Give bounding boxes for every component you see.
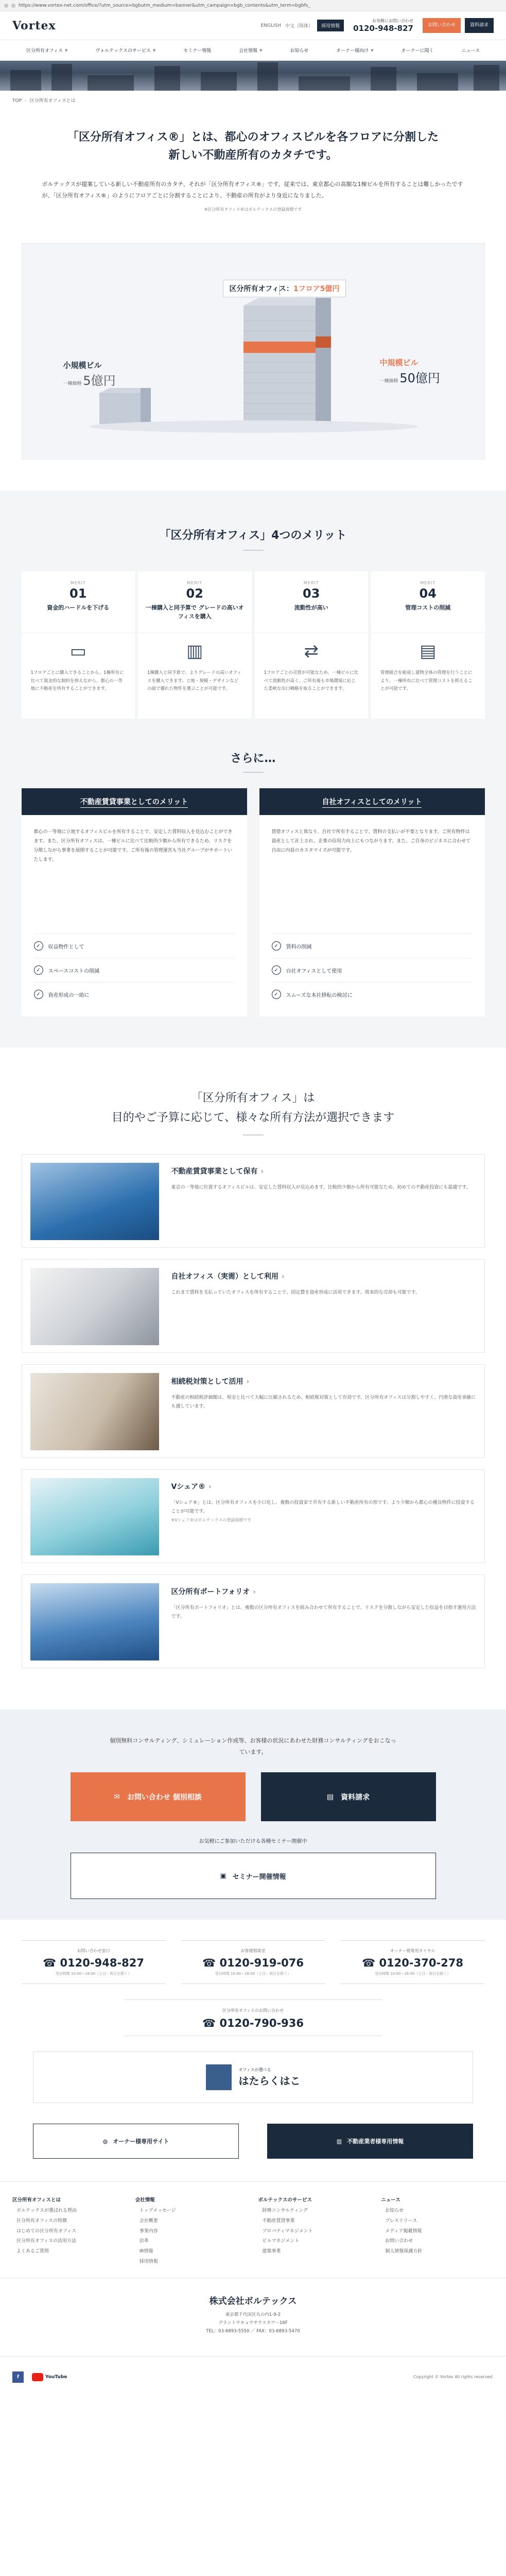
footer-link[interactable]: 建築事業 xyxy=(262,2249,281,2255)
youtube-link[interactable] xyxy=(32,2373,67,2381)
chevron-down-icon: ▼ xyxy=(152,48,156,53)
browser-dot-icon xyxy=(4,4,8,8)
footer-link[interactable]: 採用情報 xyxy=(139,2259,158,2265)
check-icon: ✓ xyxy=(34,965,43,975)
phone-number-text: 0120-919-076 xyxy=(219,1957,304,1970)
method-photo-cityscape xyxy=(30,1163,159,1240)
merits-grid xyxy=(22,571,485,719)
check-icon: ✓ xyxy=(34,990,43,999)
nav-item-label: お知らせ xyxy=(290,48,309,54)
intro-note: ※区分所有オフィス®はボルテックスの登録商標です xyxy=(204,207,302,212)
nav-item-label: 区分所有オフィス xyxy=(26,48,63,54)
company-address-1: 東京都千代田区丸の内1-9-2 xyxy=(225,2312,281,2317)
callout-text: 区分所有オフィス： xyxy=(229,285,293,294)
footer-link[interactable]: よくあるご質問 xyxy=(16,2249,49,2255)
merit-number: 01 xyxy=(69,586,87,601)
recruit-button[interactable]: 採用情報 xyxy=(317,20,344,31)
method-photo-document xyxy=(30,1373,159,1450)
ownership-methods-section xyxy=(0,1047,506,1684)
chevron-down-icon: ▼ xyxy=(371,48,374,53)
cta-lead: 個別無料コンサルティング、シミュレーション作成等、お客様の状況にあわせた財務コンサルティングをおこなっています。 xyxy=(110,1737,396,1756)
realestate-agent-button[interactable] xyxy=(267,2124,473,2159)
rental-benefits-body: 都心の一等地に立地するオフィスビルを所有することで、安定した賃料収入を見込むことができます。また、区分所有オフィスは、一棟ビルに比べて比較的少額から所有できるため、リスクを分散しながら事業を展開することが可能です。ご所有後の管理運営も当社グループがサポートいたします。 xyxy=(33,829,233,863)
footer-column xyxy=(12,2195,125,2267)
consultation-button-label: お問い合わせ 個別相談 xyxy=(127,1793,202,1802)
footer-link[interactable]: 区分所有オフィスの活用方法 xyxy=(16,2239,77,2244)
exchange-arrows-icon: ⇄ xyxy=(304,641,319,662)
chevron-down-icon: ▼ xyxy=(64,48,68,53)
method-photo-growth xyxy=(30,1478,159,1555)
seminar-button-label: セミナー開催情報 xyxy=(232,1873,286,1881)
footer-link[interactable]: 事業内容 xyxy=(139,2228,158,2234)
own-office-benefits-card xyxy=(259,788,485,1016)
seminar-lead: お気軽にご参加いただける各種セミナー開催中 xyxy=(199,1839,307,1845)
check-label: 自社オフィスとして使用 xyxy=(286,968,342,974)
vortex-logo[interactable] xyxy=(12,19,56,32)
footer-column-head[interactable]: ニュース xyxy=(381,2197,400,2204)
method-title: Vシェア® xyxy=(171,1483,206,1492)
intro-body: ボルテックスが提案している新しい不動産所有のカタチ、それが「区分所有オフィス®」です。従来では、東京都心の高額な1棟ビルを所有することは難しかったですが、「区分所有オフィス®」のようにフロアごとに分割することにより、不動産の所有がより身近になりました。 xyxy=(42,181,463,199)
consultation-button[interactable] xyxy=(71,1772,246,1821)
furthermore-title: さらに… xyxy=(0,750,506,773)
footer-link[interactable]: トップメッセージ xyxy=(139,2208,176,2214)
small-building-title: 小規模ビル xyxy=(63,361,102,370)
nav-item-label: ヴォルテックスのサービス xyxy=(95,48,151,54)
banner-name: はたらくはこ xyxy=(238,2075,301,2088)
callout-highlight: 1フロア5億円 xyxy=(293,285,340,294)
company-info xyxy=(0,2278,506,2356)
hatarakuhako-logo-icon xyxy=(206,2064,232,2090)
methods-title-line2: 目的やご予算に応じて、様々な所有方法が選択できます xyxy=(111,1111,395,1124)
footer-link[interactable]: 個人情報保護方針 xyxy=(385,2249,423,2255)
owner-links xyxy=(33,2124,473,2159)
footer-link[interactable]: 沿革 xyxy=(139,2239,149,2244)
method-body: 東京の一等地に位置するオフィスビルは、安定した賃料収入が見込めます。比較的少額から所有可能なため、初めての不動産投資にも最適です。 xyxy=(171,1185,471,1191)
intro-section xyxy=(0,110,506,228)
nav-item[interactable] xyxy=(402,47,434,54)
merit-tag: MERIT xyxy=(420,581,436,586)
footer-link[interactable]: はじめての区分所有オフィス xyxy=(16,2228,77,2234)
footer-link[interactable]: 会社概要 xyxy=(139,2218,158,2224)
footer-column-head[interactable]: 会社情報 xyxy=(135,2197,155,2204)
buildings-graphic xyxy=(22,244,485,460)
user-icon: ◍ xyxy=(102,2138,108,2145)
phone-number[interactable] xyxy=(125,2017,382,2029)
method-note: ※Vシェア®はボルテックスの登録商標です xyxy=(171,1518,252,1523)
nav-item[interactable] xyxy=(95,47,155,54)
footer-nav xyxy=(0,2181,506,2278)
phone-contacts xyxy=(22,1940,485,1984)
check-item xyxy=(272,982,473,1006)
phone-number-text: 0120-790-936 xyxy=(219,2017,304,2030)
breadcrumb xyxy=(0,91,506,110)
check-label: スペースコストの削減 xyxy=(48,968,99,974)
phone-number[interactable] xyxy=(22,1957,166,1969)
footer-link[interactable]: お問い合わせ xyxy=(385,2239,413,2244)
phone-icon: ☎ xyxy=(202,1957,216,1970)
method-body: 「区分所有ポートフォリオ」とは、複数の区分所有オフィスを組み合わせて所有することで、リスクを分散しながら安定した収益を目指す運用方法です。 xyxy=(171,1605,476,1620)
realestate-agent-label: 不動産業者様専用情報 xyxy=(347,2138,404,2145)
youtube-icon xyxy=(32,2373,43,2381)
check-icon: ✓ xyxy=(272,990,281,999)
footer-link[interactable]: メディア掲載情報 xyxy=(385,2228,422,2234)
small-building-price: 5億円 xyxy=(83,374,116,388)
phone-icon: ☎ xyxy=(202,2017,216,2030)
nav-item-label: セミナー情報 xyxy=(183,48,212,54)
method-title: 相続税対策として活用 xyxy=(171,1378,243,1386)
phone-label: お客様相談室 xyxy=(240,1948,266,1954)
header-docs-button[interactable]: 資料請求 xyxy=(465,18,494,33)
footer-column-head[interactable]: ボルテックスのサービス xyxy=(258,2197,312,2204)
footer-column xyxy=(135,2195,248,2267)
merit-desc: 1棟購入と同予算で、よりグレードの高いオフィスを購入できます。立地・規模・デザインなどの面で優れた物件を選ぶことが可能です。 xyxy=(147,670,241,691)
phone-label: お問い合わせ窓口 xyxy=(77,1948,110,1954)
merit-card xyxy=(371,571,485,719)
footer-link[interactable]: 区分所有オフィスの特徴 xyxy=(16,2218,67,2224)
chevron-down-icon: ▼ xyxy=(259,48,263,53)
seminar-button[interactable] xyxy=(71,1853,436,1899)
browser-url-bar[interactable] xyxy=(0,0,506,11)
site-header xyxy=(0,11,506,40)
small-building-sub: 一棟価格 xyxy=(63,381,82,387)
check-item xyxy=(272,934,473,958)
merit-title: 一棟購入と同予算で グレードの高いオフィスを購入 xyxy=(145,604,244,620)
mid-building-sub: 一棟価格 xyxy=(379,379,398,384)
owner-site-label: オーナー様専用サイト xyxy=(113,2138,169,2145)
footer-column xyxy=(258,2195,371,2267)
banner-sub: オフィスが選べる xyxy=(238,2067,271,2073)
building-icon: ▥ xyxy=(336,2138,342,2145)
global-nav xyxy=(0,40,506,61)
phone-icon: ☎ xyxy=(42,1957,57,1970)
check-icon: ✓ xyxy=(34,941,43,951)
phone-contact[interactable] xyxy=(22,1940,166,1984)
method-title: 不動産賃貸事業として保有 xyxy=(171,1167,258,1176)
method-card[interactable] xyxy=(22,1574,485,1668)
merits-title: 「区分所有オフィス」4つのメリット xyxy=(0,527,506,551)
nav-item-label: オーナーに聞く xyxy=(401,48,434,54)
small-building-label xyxy=(63,360,116,388)
method-photo-towers xyxy=(30,1583,159,1660)
lang-english-link[interactable]: ENGLISH xyxy=(260,23,282,28)
cta-section xyxy=(0,1709,506,1920)
nav-item[interactable] xyxy=(336,47,373,54)
page-title xyxy=(0,128,506,164)
phone-number[interactable] xyxy=(341,1957,485,1969)
office-building-icon: ▥ xyxy=(186,641,203,662)
chevron-right-icon: › xyxy=(208,1483,212,1492)
phone-label: 区分所有オフィスのお問い合わせ xyxy=(222,2008,284,2013)
nav-item[interactable] xyxy=(183,47,211,54)
merit-card xyxy=(138,571,252,719)
nav-item[interactable] xyxy=(461,47,480,54)
merit-number: 03 xyxy=(303,586,320,601)
facebook-icon[interactable]: f xyxy=(12,2371,24,2383)
check-item xyxy=(34,982,235,1006)
piggy-bank-icon: ▭ xyxy=(69,641,86,662)
phone-contact[interactable] xyxy=(341,1940,485,1984)
footer-link[interactable]: お知らせ xyxy=(385,2208,404,2214)
own-office-benefits-head xyxy=(259,788,485,815)
merit-desc: 1フロアごとの売買が可能なため、一棟ビルに比べて流動性が高く、ご所有後も市場環境に応じた柔軟な出口戦略を取ることができます。 xyxy=(264,670,359,691)
page-title-line1: 「区分所有オフィス®」とは、都心のオフィスビルを各フロアに分割した xyxy=(67,131,439,144)
own-office-benefits-title: 自社オフィスとしてのメリット xyxy=(322,798,422,808)
footer-column xyxy=(381,2195,494,2267)
footer-link[interactable]: ビルマネジメント xyxy=(262,2239,300,2244)
nav-item-label: ニュース xyxy=(461,48,480,54)
merit-card xyxy=(22,571,135,719)
breadcrumb-separator-icon: › xyxy=(25,98,27,104)
building-comparison-illustration xyxy=(22,243,485,460)
logo-text: Vortex xyxy=(12,19,56,32)
nav-item-label: 会社情報 xyxy=(239,48,258,54)
mid-building-price: 50億円 xyxy=(399,371,440,386)
cost-down-icon: ▤ xyxy=(420,641,437,662)
lang-chinese-link[interactable]: 中文（简体） xyxy=(285,24,313,29)
merit-desc: 1フロアごとに購入できることから、1棟所有に比べて資金的な制約を抑えながら、都心の一等地に不動産を所有することができます。 xyxy=(30,670,124,691)
merit-card xyxy=(255,571,369,719)
phone-number[interactable] xyxy=(181,1957,325,1969)
phone-number-text: 0120-948-827 xyxy=(60,1957,145,1970)
breadcrumb-current: 区分所有オフィスとは xyxy=(29,98,76,104)
check-item xyxy=(272,958,473,982)
method-card[interactable] xyxy=(22,1469,485,1563)
header-tel[interactable] xyxy=(353,18,413,33)
rental-benefits-head xyxy=(22,788,247,815)
mid-building-title: 中規模ビル xyxy=(379,358,418,368)
request-docs-button[interactable] xyxy=(261,1772,436,1821)
footer-link[interactable]: プロパティマネジメント xyxy=(262,2228,313,2234)
merit-title: 資金的ハードルを下げる xyxy=(47,604,110,612)
check-label: スムーズな本社移転の検討に xyxy=(286,992,353,998)
header-tel-number[interactable]: 0120-948-827 xyxy=(353,24,413,33)
header-contact-button[interactable]: お問い合わせ xyxy=(423,18,461,33)
merit-title: 流動性が高い xyxy=(294,604,328,612)
merit-number: 02 xyxy=(186,586,203,601)
method-card[interactable] xyxy=(22,1364,485,1458)
rental-benefits-card xyxy=(22,788,247,1016)
company-phone-fax: TEL：03-6893-5550 ／ FAX：03-6893-5470 xyxy=(206,2329,300,2334)
breadcrumb-home-link[interactable]: TOP xyxy=(12,98,22,104)
merits-section xyxy=(0,490,506,1047)
check-item xyxy=(34,934,235,958)
footer-bottom xyxy=(0,2356,506,2397)
merit-tag: MERIT xyxy=(187,581,203,586)
footer-link[interactable]: ボルテックスが選ばれる理由 xyxy=(16,2208,77,2214)
nav-item[interactable] xyxy=(26,47,67,54)
youtube-label: YouTube xyxy=(45,2374,67,2380)
phone-contact[interactable] xyxy=(181,1940,325,1984)
method-body: 「Vシェア®」とは、区分所有オフィスを小口化し、複数の投資家で共有する新しい不動産所有の形です。より少額から都心の優良物件に投資することが可能です。 xyxy=(171,1500,475,1515)
method-title: 区分所有ポートフォリオ xyxy=(171,1588,250,1597)
merit-title: 管理コストの削減 xyxy=(405,604,451,612)
merit-tag: MERIT xyxy=(70,581,86,586)
presentation-icon: ▣ xyxy=(220,1872,226,1880)
phone-number-text: 0120-370-278 xyxy=(379,1957,464,1970)
method-card[interactable] xyxy=(22,1154,485,1248)
merit-number: 04 xyxy=(419,586,437,601)
method-card[interactable] xyxy=(22,1259,485,1353)
check-icon: ✓ xyxy=(272,965,281,975)
page-title-line2: 新しい不動産所有のカタチです。 xyxy=(168,149,338,162)
footer-column-head[interactable]: 区分所有オフィスとは xyxy=(12,2197,61,2204)
footer-link[interactable]: IR情報 xyxy=(139,2249,153,2255)
browser-dot-icon xyxy=(11,4,15,8)
phone-hours: 受付時間 10:00～18:00（土日・祝日を除く） xyxy=(374,1972,451,1976)
phone-icon: ☎ xyxy=(361,1957,376,1970)
company-name: 株式会社ボルテックス xyxy=(209,2296,297,2307)
check-label: 賃料の削減 xyxy=(286,944,312,950)
method-body: 不動産の相続税評価額は、現金と比べて大幅に圧縮されるため、相続税対策として有効です。区分所有オフィスは分割しやすく、円滑な資産承継にも適しています。 xyxy=(171,1395,476,1410)
owner-site-button[interactable] xyxy=(33,2124,239,2159)
nav-item[interactable] xyxy=(290,47,309,54)
phone-label: オーナー様専用ダイヤル xyxy=(390,1948,435,1954)
url-text[interactable]: https://www.vortex-net.com/office/?utm_source=bgbutm_medium=banner&utm_campaign=bgb_contents&utm_term=bgbfs_ xyxy=(19,3,310,8)
copyright: Copyright © Vortex All rights reserved. xyxy=(413,2375,494,2380)
header-tel-label: お気軽にお問い合わせ xyxy=(372,19,413,23)
check-item xyxy=(34,958,235,982)
method-photo-office xyxy=(30,1268,159,1345)
merit-tag: MERIT xyxy=(303,581,319,586)
chevron-right-icon: › xyxy=(281,1273,285,1281)
benefits-two-columns xyxy=(22,788,485,1016)
company-address-2: グラントウキョウサウスタワー16F xyxy=(218,2320,288,2326)
chevron-right-icon: › xyxy=(246,1378,250,1386)
chevron-right-icon: › xyxy=(260,1167,264,1176)
nav-item[interactable] xyxy=(239,47,262,54)
check-label: 資産形成の一助に xyxy=(48,992,90,998)
hatarakuhako-banner[interactable] xyxy=(33,2052,473,2103)
own-office-benefits-body: 賃借オフィスと異なり、自社で所有することで、賃料の支払いが不要となります。ご所有物件は資産として計上され、企業の信用力向上にもつながります。また、ご自身のビジネスに合わせて自由に内装のカスタマイズが可能です。 xyxy=(271,829,471,854)
office-phone-contact[interactable] xyxy=(125,1999,382,2036)
phone-hours: 受付時間 10:00～18:00（土日・祝日を除く） xyxy=(215,1972,291,1976)
check-label: 収益物件として xyxy=(48,944,84,950)
check-icon: ✓ xyxy=(272,941,281,951)
footer-link[interactable]: 財務コンサルティング xyxy=(262,2208,308,2214)
methods-title xyxy=(0,1089,506,1136)
request-docs-button-label: 資料請求 xyxy=(341,1793,370,1802)
chevron-right-icon: › xyxy=(253,1588,256,1597)
document-icon: ▤ xyxy=(326,1792,334,1801)
nav-item-label: オーナー様向け xyxy=(336,48,369,54)
method-body: これまで賃料を支払っていたオフィスを所有することで、固定費を資産形成に活用できます。将来的な売却も可能です。 xyxy=(171,1290,420,1296)
phone-hours: 受付時間 10:00～18:00（土日・祝日を除く） xyxy=(55,1972,132,1976)
footer-link[interactable]: プレスリリース xyxy=(385,2218,417,2224)
footer-link[interactable]: 不動産賃貸事業 xyxy=(262,2218,295,2224)
rental-benefits-title: 不動産賃貸事業としてのメリット xyxy=(80,798,188,808)
method-title: 自社オフィス（実需）として利用 xyxy=(171,1273,278,1281)
hero-cityscape-image xyxy=(0,61,506,91)
mail-icon: ✉ xyxy=(114,1792,120,1801)
merit-desc: 管理組合を組成し建物全体の管理を行うことにより、一棟所有に比べて管理コストを抑えることが可能です。 xyxy=(380,670,473,691)
mid-building-label xyxy=(380,357,440,386)
methods-title-line1: 「区分所有オフィス」は xyxy=(191,1092,315,1105)
